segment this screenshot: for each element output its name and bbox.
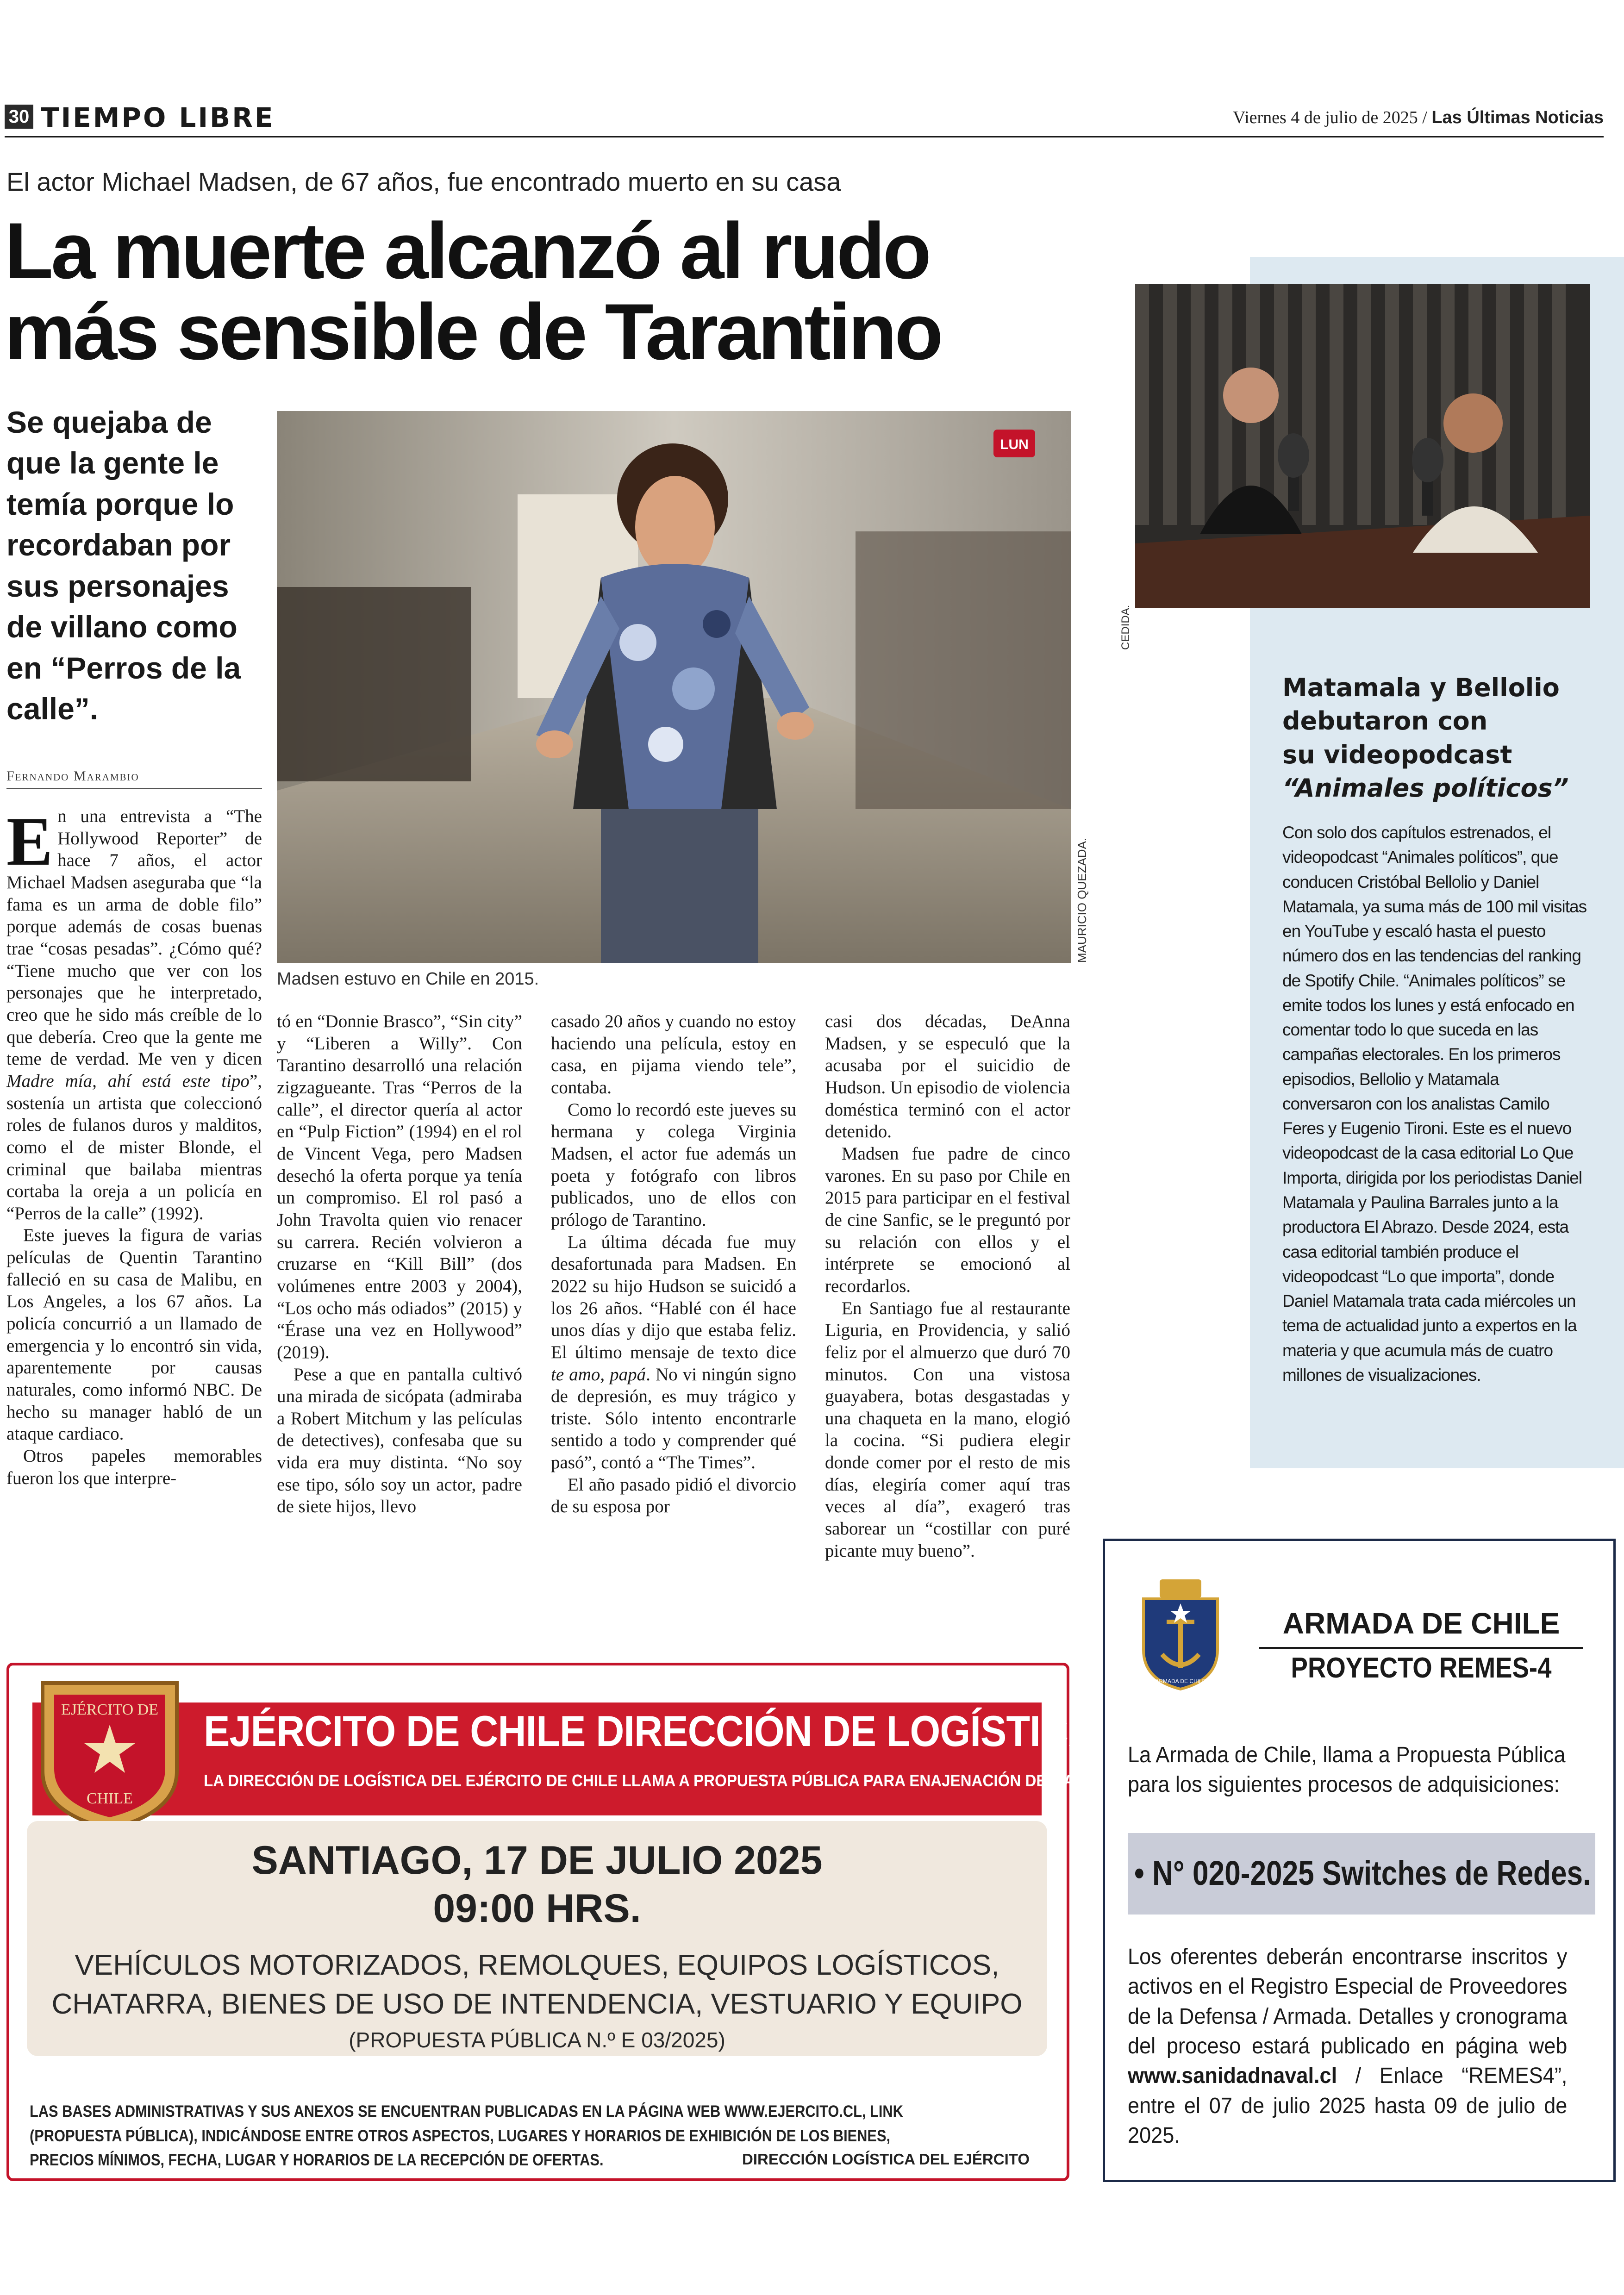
army-web-link[interactable]: WWW.EJERCITO.CL: [724, 2102, 862, 2120]
svg-text:ARMADA DE CHILE: ARMADA DE CHILE: [1155, 1678, 1206, 1684]
drop-cap: E: [6, 803, 53, 880]
photo-caption: Madsen estuvo en Chile en 2015.: [277, 969, 539, 989]
header-rule: [5, 136, 1604, 137]
army-ad-date: SANTIAGO, 17 DE JULIO 2025: [251, 1838, 823, 1883]
article-kicker: El actor Michael Madsen, de 67 años, fue encontrado muerto en su casa: [6, 167, 841, 196]
navy-crest-icon: [1134, 1576, 1227, 1691]
navy-ad-body: Los oferentes deberán encontrarse inscritos y activos en el Registro Especial de Proveedores de la Defensa / Armada. Detalles y cronograma del proceso estará publicado en página web www.sanidadnaval.cl / Enlace “REMES4”, entre el 07 de julio 2025 hasta 09 de julio de 2025.: [1128, 1945, 1568, 2148]
podcast-photo-illustration: [1135, 284, 1590, 608]
paragraph: La última década fue muy desafortunada para Madsen. En 2022 su hijo Hudson se suicidó a los 26 años. “Hablé con él hace unos días y dijo que estaba feliz. El último mensaje de texto dice te amo, papá. No vi ningún signo de depresión, es muy trágico y triste. Sólo intento encontrarle sentido a todo y comprender qué pasó”, contó a “The Times”.: [551, 1232, 796, 1473]
navy-web-link[interactable]: www.sanidadnaval.cl: [1128, 2064, 1337, 2089]
paragraph: En Santiago fue al restaurante Liguria, en Providencia, y salió feliz por el almuerzo que duró 70 minutos. Con una vistosa guayabera, botas desgastadas y una chaqueta en la mano, elogió la cocina. “Si pudiera elegir donde comer por el resto de mis días, elegiría comer aquí tras veces al día”, exageró tras saborear un “costillar con puré picante muy bueno”.: [825, 1298, 1070, 1561]
page-number: 30: [5, 105, 33, 129]
photo-illustration: [277, 411, 1071, 963]
paragraph: casado 20 años y cuando no estoy haciendo una película, estoy en casa, en pijama viendo tele”, contaba.: [551, 1011, 796, 1098]
paragraph: Este jueves la figura de varias películas de Quentin Tarantino falleció en su casa de Malibu, en Los Angeles, a los 67 años. La policía concurrió a un llamado de emergencia y lo encontró sin vida, aparentemente por causas naturales, como informó NBC. De hecho su manager habló de un ataque cardiaco.: [6, 1225, 262, 1444]
paragraph: tó en “Donnie Brasco”, “Sin city” y “Liberen a Willy”. Con Tarantino desarrolló una relación zigzagueante. Tras “Perros de la calle”, el director quería al actor en “Pulp Fiction” (1994) en el rol de Vincent Vega, pero Madsen desechó la oferta porque ya tenía un compromiso. El rol pasó a John Travolta quien vio renacer su carrera. Recién volvieron a cruzarse en “Kill Bill” (dos volúmenes entre 2003 y 2004), “Los ocho más odiados” (2015) y “Érase una vez en Hollywood” (2019).: [277, 1011, 522, 1362]
navy-ad-rule: [1259, 1647, 1583, 1649]
main-photo-madsen: [277, 411, 1071, 963]
photo-credit: MAURICIO QUEZADA.: [1075, 837, 1089, 963]
navy-ad-subtitle: PROYECTO REMES-4: [1291, 1652, 1552, 1684]
paragraph: casi dos décadas, DeAnna Madsen, y se especuló que la acusaba por el suicidio de Hudson. Un episodio de violencia doméstica terminó con el actor detenido.: [825, 1011, 1070, 1142]
headline-line-2: más sensible de Tarantino: [5, 287, 941, 377]
paragraph: Otros papeles memorables fueron los que interpre-: [6, 1446, 262, 1488]
section-title: TIEMPO LIBRE: [41, 102, 275, 133]
paragraph: Madsen fue padre de cinco varones. En su paso por Chile en 2015 para participar en el festival de cine Sanfic, se le preguntó por su relación con ellos y el intérprete se emocionó al recordarlos.: [825, 1143, 1070, 1296]
article-column-1: En una entrevista a “The Hollywood Reporter” de hace 7 años, el actor Michael Madsen aseguraba que “la fama es un arma de doble filo” porque además de cosas buenas trae “cosas pesadas”. ¿Cómo qué? “Tiene mucho que ver con los personajes que he interpretado, creo que he sido más creíble de lo que debería. Creo que la gente me teme de verdad. Me ven y dicen Madre mía, ahí está este tipo”, sostenía un artista que coleccionó roles de fulanos duros y malditos, como el de mister Blonde, el criminal que bailaba mientras cortaba la oreja a un policía en “Perros de la calle” (1992). Este jueves la figura de varias películas de Quentin Tarantino falleció en su casa de Malibu, en Los Angeles, a los 67 años. La policía concurrió a un llamado de emergencia y lo encontró sin vida, aparentemente por causas naturales, como informó NBC. De hecho su manager habló de un ataque cardiaco. Otros papeles memorables fueron los que interpre-: [6, 805, 262, 1489]
navy-ad-item: • N° 020-2025 Switches de Redes.: [1134, 1854, 1591, 1892]
svg-text:CHILE: CHILE: [86, 1790, 133, 1807]
issue-date: Viernes 4 de julio de 2025: [1232, 108, 1418, 127]
army-ad-time: 09:00 HRS.: [433, 1886, 641, 1931]
svg-text:EJÉRCITO DE: EJÉRCITO DE: [61, 1701, 158, 1718]
army-ad-signature: DIRECCIÓN LOGÍSTICA DEL EJÉRCITO: [742, 2151, 1030, 2168]
paragraph: Pese a que en pantalla cultivó una mirada de sicópata (admiraba a Robert Mitchum y las películas de detectives), confesaba que su vida era muy distinta. “No soy ese tipo, sólo soy un actor, padre de siete hijos, llevo: [277, 1364, 522, 1517]
article-column-2: [277, 1010, 522, 1518]
photo-badge: LUN: [1000, 437, 1029, 452]
article-lede: Se quejaba de que la gente le temía porque lo recordaban por sus personajes de villano como en “Perros de la calle”.: [6, 405, 241, 726]
navy-ad-intro: La Armada de Chile, llama a Propuesta Pública para los siguientes procesos de adquisiciones:: [1128, 1743, 1566, 1797]
issue-date-line: Viernes 4 de julio de 2025 / Las Últimas Noticias: [1232, 108, 1604, 127]
navy-ad-title: ARMADA DE CHILE: [1282, 1607, 1560, 1640]
byline: Fernando Marambio: [6, 768, 262, 789]
article-column-4: [825, 1010, 1070, 1562]
army-ad-fine-print: LAS BASES ADMINISTRATIVAS Y SUS ANEXOS SE ENCUENTRAN PUBLICADAS EN LA PÁGINA WEB WWW.EJERCITO.CL, LINK (PROPUESTA PÚBLICA), INDICÁNDOSE ENTRE OTROS ASPECTOS, LUGARES Y HORARIOS DE EXHIBICIÓN DE LOS BIENES, PRECIOS MÍNIMOS, FECHA, LUGAR Y HORARIOS DE LA RECEPCIÓN DE OFERTAS.: [30, 2102, 903, 2169]
sidebar-photo-credit: CEDIDA.: [1119, 605, 1132, 650]
article-column-3: [551, 1010, 796, 1518]
headline-line-1: La muerte alcanzó al rudo: [5, 206, 929, 295]
army-ad-items-1: VEHÍCULOS MOTORIZADOS, REMOLQUES, EQUIPOS LOGÍSTICOS,: [75, 1949, 999, 1981]
paragraph: Como lo recordó este jueves su hermana y colega Virginia Madsen, el actor fue además un poeta y fotógrafo con libros publicados, uno de ellos con prólogo de Tarantino.: [551, 1099, 796, 1230]
sidebar-photo-podcast: [1135, 284, 1590, 608]
army-ad-reference: (PROPUESTA PÚBLICA N.º E 03/2025): [349, 2028, 725, 2052]
army-ad-subtitle: LA DIRECCIÓN DE LOGÍSTICA DEL EJÉRCITO DE CHILE LLAMA A PROPUESTA PÚBLICA PARA ENAJENACIÓN DE MATERIAL:: [204, 1771, 1134, 1790]
article-headline: [5, 206, 1069, 377]
publication-name: Las Últimas Noticias: [1431, 108, 1604, 127]
sidebar-body: Con solo dos capítulos estrenados, el videopodcast “Animales políticos”, que conducen Cristóbal Bellolio y Daniel Matamala, ya suma más de 100 mil visitas en YouTube y escaló hasta el puesto número dos en las tendencias del ranking de Spotify Chile. “Animales políticos” se emite todos los lunes y está enfocado en comentar todo lo que suceda en las campañas electorales. En los primeros episodios, Bellolio y Matamala conversaron con los analistas Camilo Feres y Eugenio Tironi. Este es el nuevo videopodcast de la casa editorial Lo Que Importa, dirigida por los periodistas Daniel Matamala y Paulina Barrales junto a la productora El Abrazo. Desde 2024, esta casa editorial también produce el videopodcast “Lo que importa”, donde Daniel Matamala trata cada miércoles un tema de actualidad junto a expertos en la materia y que acumula más de cuatro millones de visualizaciones.: [1282, 823, 1587, 1384]
sidebar-headline: Matamala y Bellolio debutaron con su videopodcast “Animales políticos”: [1282, 673, 1569, 803]
army-crest-icon: [33, 1674, 186, 1831]
paragraph: El año pasado pidió el divorcio de su esposa por: [551, 1474, 796, 1517]
army-ad-title: EJÉRCITO DE CHILE DIRECCIÓN DE LOGÍSTICA: [204, 1707, 1096, 1755]
army-ad-items-2: CHATARRA, BIENES DE USO DE INTENDENCIA, VESTUARIO Y EQUIPO: [51, 1988, 1023, 2020]
